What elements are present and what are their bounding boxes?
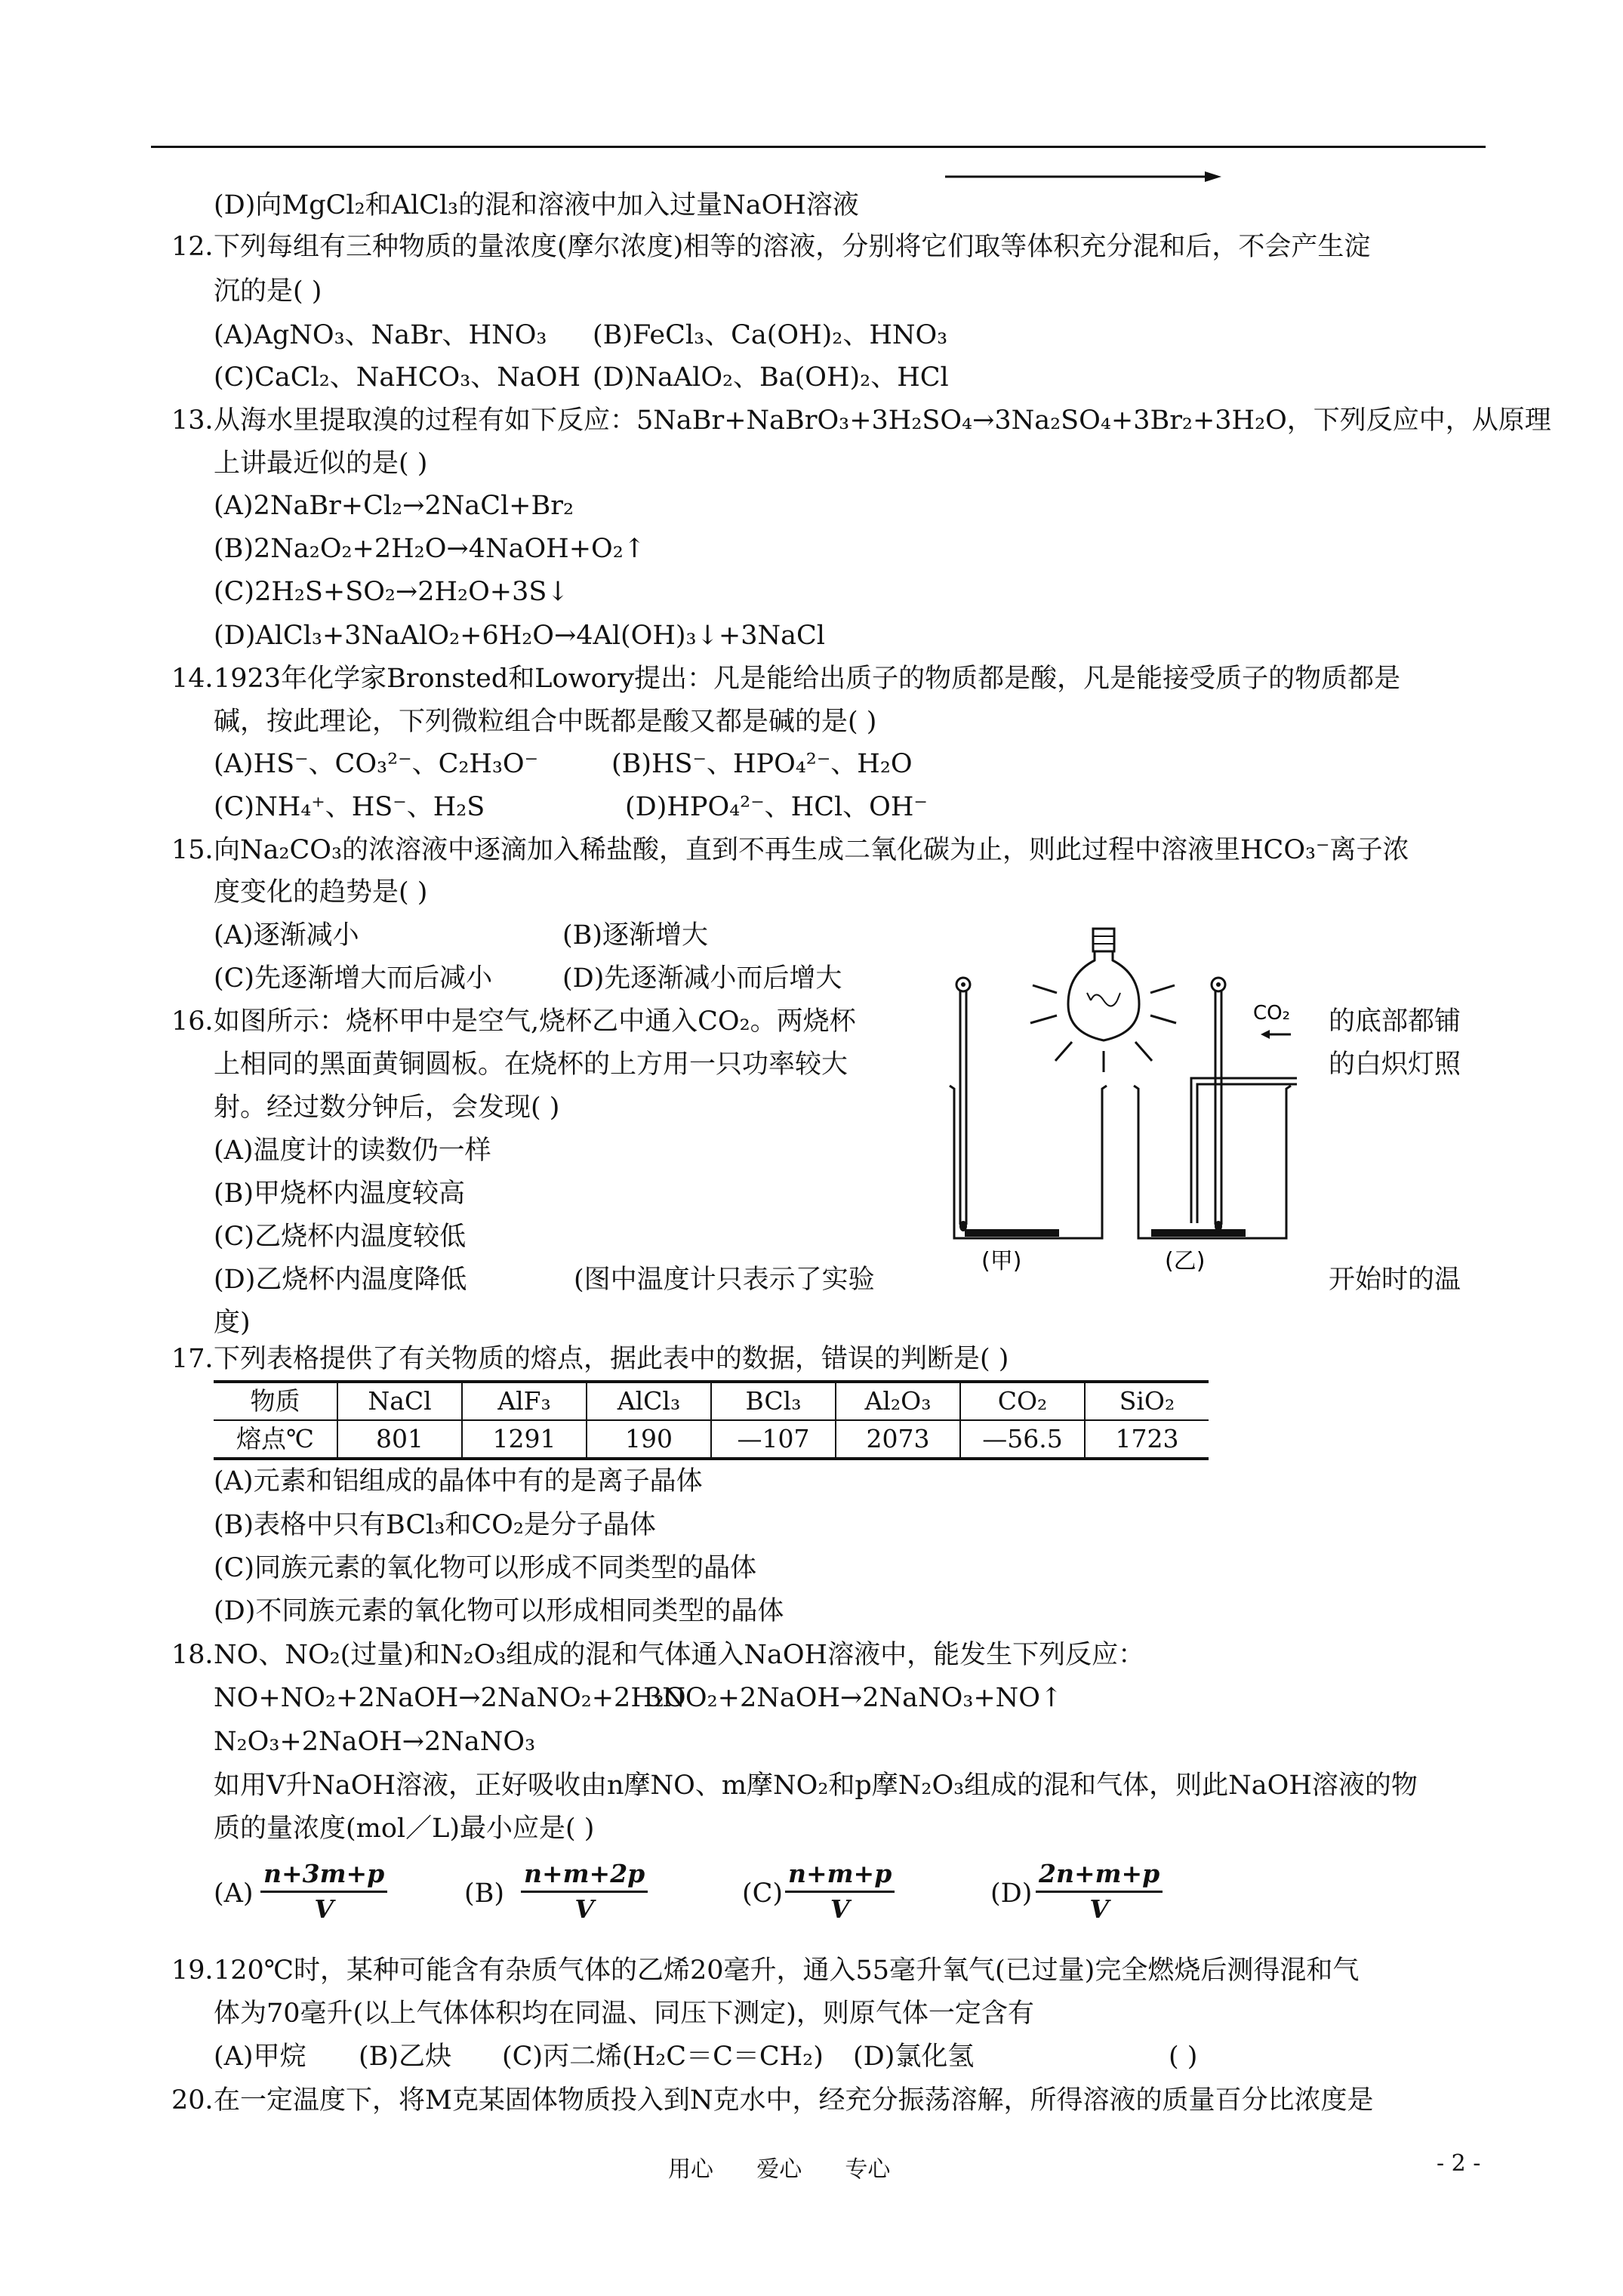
q17-stem: 17．下列表格提供了有关物质的熔点，据此表中的数据，错误的判断是( ) bbox=[171, 1344, 1009, 1374]
beaker-yi-label: (乙) bbox=[1165, 1248, 1206, 1274]
q19-option-d: (D)氯化氢 bbox=[853, 2042, 975, 2072]
q17-option-d: (D)不同族元素的氧化物可以形成相同类型的晶体 bbox=[214, 1596, 784, 1626]
q14-stem-line1: 14．1923年化学家Bronsted和Lowory提出：凡是能给出质子的物质都是酸，凡是能接受质子的物质都是 bbox=[171, 664, 1401, 694]
q19-answer-paren: ( ) bbox=[1169, 2042, 1198, 2072]
incandescent-lamp-icon bbox=[1030, 929, 1176, 1072]
beaker-jia-label: (甲) bbox=[981, 1248, 1022, 1274]
q13-option-d: (D)AlCl₃+3NaAlO₂+6H₂O→4Al(OH)₃↓+3NaCl bbox=[214, 621, 825, 651]
q12-option-d: (D)NaAlO₂、Ba(OH)₂、HCl bbox=[593, 362, 949, 393]
q19-stem-line1: 19．120℃时，某种可能含有杂质气体的乙烯20毫升，通入55毫升氧气(已过量)完全燃烧后测得混和气 bbox=[171, 1955, 1360, 1986]
q16-stem-line1-end: 的底部都铺 bbox=[1329, 1006, 1461, 1037]
q18-option-a-fraction: $\frac{n+3m+p}{V}$ bbox=[260, 1859, 387, 1925]
q16-note-tail: 度) bbox=[214, 1308, 251, 1338]
q17-option-c: (C)同族元素的氧化物可以形成不同类型的晶体 bbox=[214, 1553, 757, 1583]
q19-stem-line2: 体为70毫升(以上气体体积均在同温、同压下测定)，则原气体一定含有 bbox=[214, 1999, 1034, 2029]
q15-option-b: (B)逐渐增大 bbox=[562, 920, 709, 951]
q15-stem-line1: 15．向Na₂CO₃的浓溶液中逐滴加入稀盐酸，直到不再生成二氧化碳为止，则此过程中溶液里HCO₃⁻离子浓 bbox=[171, 835, 1409, 865]
q18-question-line1: 如用V升NaOH溶液，正好吸收由n摩NO、m摩NO₂和p摩N₂O₃组成的混和气体，则此NaOH溶液的物 bbox=[214, 1771, 1418, 1801]
arrow-line bbox=[944, 168, 1223, 186]
q16-note-end: 开始时的温 bbox=[1329, 1265, 1461, 1295]
q14-option-c: (C)NH₄⁺、HS⁻、H₂S bbox=[214, 792, 485, 822]
q12-option-c: (C)CaCl₂、NaHCO₃、NaOH bbox=[214, 362, 581, 393]
q18-option-a-label: (A) bbox=[214, 1878, 254, 1909]
q13-stem-line1: 13．从海水里提取溴的过程有如下反应：5NaBr+NaBrO₃+3H₂SO₄→3Na₂SO₄+3Br₂+3H₂O，下列反应中，从原理 bbox=[171, 405, 1551, 436]
q16-option-c: (C)乙烧杯内温度较低 bbox=[214, 1222, 467, 1252]
q13-stem-line2: 上讲最近似的是( ) bbox=[214, 448, 428, 479]
q14-option-d: (D)HPO₄²⁻、HCl、OH⁻ bbox=[625, 792, 928, 822]
q18-option-b-label: (B) bbox=[464, 1878, 505, 1909]
q11-option-d: (D)向MgCl₂和AlCl₃的混和溶液中加入过量NaOH溶液 bbox=[214, 190, 859, 220]
q18-option-c-fraction: $\frac{n+m+p}{V}$ bbox=[785, 1859, 895, 1925]
q18-option-c-label: (C) bbox=[742, 1878, 784, 1909]
header-rule bbox=[151, 146, 1486, 148]
q12-stem-line2: 沉的是( ) bbox=[214, 276, 322, 307]
beaker-experiment-figure bbox=[936, 921, 1298, 1276]
q18-option-b-fraction: $\frac{n+m+2p}{V}$ bbox=[521, 1859, 648, 1925]
q18-option-d-label: (D) bbox=[990, 1878, 1033, 1909]
page-number: - 2 - bbox=[1437, 2150, 1481, 2177]
q16-option-d: (D)乙烧杯内温度降低 bbox=[214, 1265, 467, 1295]
q16-stem-line3: 射。经过数分钟后，会发现( ) bbox=[214, 1093, 560, 1123]
q18-option-d-fraction: $\frac{2n+m+p}{V}$ bbox=[1036, 1859, 1163, 1925]
table-header-row: 物质 NaCl AlF₃ AlCl₃ BCl₃ Al₂O₃ CO₂ SiO₂ bbox=[214, 1382, 1209, 1420]
q14-stem-line2: 碱，按此理论，下列微粒组合中既都是酸又都是碱的是( ) bbox=[214, 707, 877, 737]
q20-stem-line1: 20．在一定温度下，将M克某固体物质投入到N克水中，经充分振荡溶解，所得溶液的质量百分比浓度是 bbox=[171, 2085, 1374, 2116]
beaker-jia bbox=[950, 978, 1107, 1238]
q13-option-c: (C)2H₂S+SO₂→2H₂O+3S↓ bbox=[214, 577, 569, 607]
q18-equation-1: NO+NO₂+2NaOH→2NaNO₂+2H₂O bbox=[214, 1683, 686, 1713]
co2-label: CO₂ bbox=[1253, 1002, 1291, 1025]
q17-option-a: (A)元素和铝组成的晶体中有的是离子晶体 bbox=[214, 1466, 703, 1496]
q14-option-a: (A)HS⁻、CO₃²⁻、C₂H₃O⁻ bbox=[214, 749, 539, 779]
q18-equation-3: N₂O₃+2NaOH→2NaNO₃ bbox=[214, 1727, 536, 1757]
q16-stem-line2-end: 的白炽灯照 bbox=[1329, 1049, 1461, 1080]
q16-option-a: (A)温度计的读数仍一样 bbox=[214, 1136, 491, 1166]
q16-stem-line2: 上相同的黑面黄铜圆板。在烧杯的上方用一只功率较大 bbox=[214, 1049, 848, 1080]
q19-option-a: (A)甲烷 bbox=[214, 2042, 306, 2072]
q16-option-b: (B)甲烧杯内温度较高 bbox=[214, 1179, 466, 1209]
q15-option-a: (A)逐渐减小 bbox=[214, 920, 359, 951]
co2-inlet-arrow bbox=[1261, 1030, 1291, 1039]
q18-equation-2: 3NO₂+2NaOH→2NaNO₃+NO↑ bbox=[645, 1683, 1063, 1713]
q19-option-b: (B)乙炔 bbox=[359, 2042, 452, 2072]
q16-note: (图中温度计只表示了实验 bbox=[574, 1265, 875, 1295]
q15-option-d: (D)先逐渐减小而后增大 bbox=[562, 963, 842, 994]
q12-option-a: (A)AgNO₃、NaBr、HNO₃ bbox=[214, 320, 547, 350]
q13-option-b: (B)2Na₂O₂+2H₂O→4NaOH+O₂↑ bbox=[214, 534, 646, 564]
q17-option-b: (B)表格中只有BCl₃和CO₂是分子晶体 bbox=[214, 1510, 656, 1540]
q12-stem-line1: 12．下列每组有三种物质的量浓度(摩尔浓度)相等的溶液，分别将它们取等体积充分混和后，不会产生淀 bbox=[171, 232, 1371, 262]
q13-option-a: (A)2NaBr+Cl₂→2NaCl+Br₂ bbox=[214, 491, 574, 521]
q16-stem-line1: 16．如图所示：烧杯甲中是空气,烧杯乙中通入CO₂。两烧杯 bbox=[171, 1006, 856, 1037]
q19-option-c: (C)丙二烯(H₂C＝C＝CH₂) bbox=[502, 2042, 824, 2072]
q15-stem-line2: 度变化的趋势是( ) bbox=[214, 877, 428, 908]
footer-slogan: 用心 爱心 专心 bbox=[668, 2156, 891, 2183]
q14-option-b: (B)HS⁻、HPO₄²⁻、H₂O bbox=[611, 749, 913, 779]
q12-option-b: (B)FeCl₃、Ca(OH)₂、HNO₃ bbox=[593, 320, 948, 350]
q18-question-line2: 质的量浓度(mol／L)最小应是( ) bbox=[214, 1814, 595, 1844]
q15-option-c: (C)先逐渐增大而后减小 bbox=[214, 963, 493, 994]
melting-point-table bbox=[214, 1380, 1209, 1460]
table-row: 熔点℃ 801 1291 190 —107 2073 —56.5 1723 bbox=[214, 1420, 1209, 1459]
q12-number: 12． bbox=[171, 232, 232, 262]
q18-stem: 18．NO、NO₂(过量)和N₂O₃组成的混和气体通入NaOH溶液中，能发生下列反应： bbox=[171, 1640, 1145, 1670]
